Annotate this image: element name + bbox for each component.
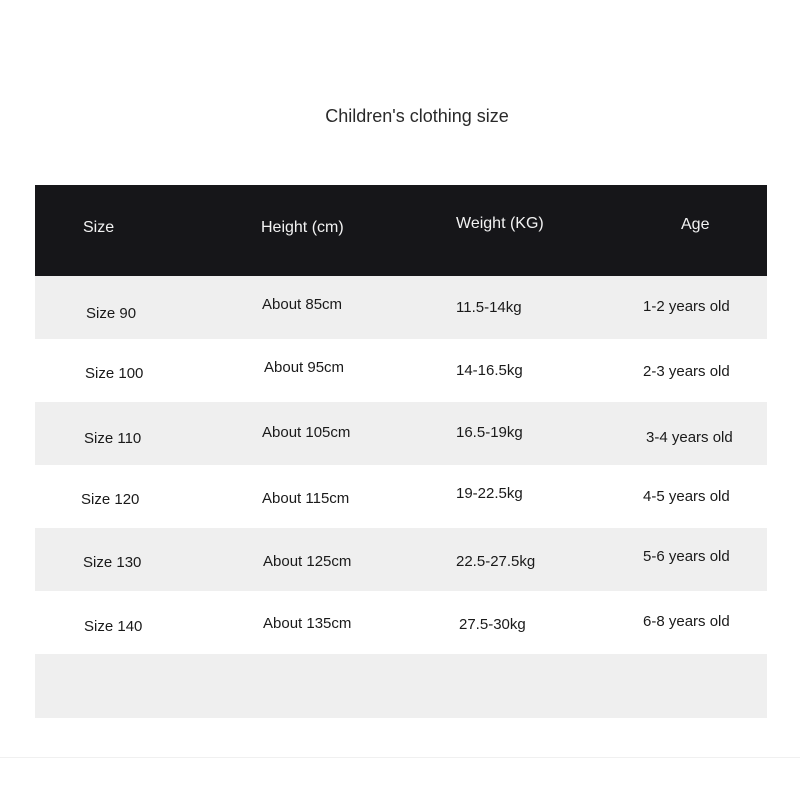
- cell-age: 6-8 years old: [643, 613, 730, 630]
- cell-height: About 135cm: [263, 615, 352, 632]
- table-row: [35, 402, 767, 465]
- cell-weight: 22.5-27.5kg: [456, 553, 536, 570]
- cell-height: About 95cm: [264, 359, 345, 376]
- header-weight: Weight (KG): [456, 215, 544, 232]
- size-chart-table: [35, 185, 767, 718]
- cell-weight: 27.5-30kg: [459, 616, 526, 633]
- table-row-empty: [35, 654, 767, 718]
- cell-weight: 19-22.5kg: [456, 485, 523, 502]
- table-row: [35, 339, 767, 402]
- cell-age: 4-5 years old: [643, 488, 730, 505]
- table-header: [35, 185, 767, 276]
- cell-size: Size 140: [84, 618, 143, 635]
- cell-age: 2-3 years old: [643, 363, 730, 380]
- cell-size: Size 120: [81, 491, 140, 508]
- cell-size: Size 130: [83, 554, 142, 571]
- header-height: Height (cm): [261, 219, 344, 236]
- cell-weight: 11.5-14kg: [456, 299, 522, 316]
- header-size: Size: [83, 219, 115, 236]
- cell-age: 1-2 years old: [643, 298, 730, 315]
- cell-age: 5-6 years old: [643, 548, 730, 565]
- cell-height: About 125cm: [263, 553, 352, 570]
- table-row: [35, 465, 767, 528]
- cell-size: Size 110: [84, 430, 142, 447]
- table-row: [35, 591, 767, 654]
- cell-height: About 115cm: [262, 490, 350, 507]
- cell-size: Size 90: [86, 305, 137, 322]
- table-row: [35, 528, 767, 591]
- divider: [0, 757, 800, 758]
- cell-weight: 16.5-19kg: [456, 424, 523, 441]
- cell-age: 3-4 years old: [646, 429, 733, 446]
- page-title: Children's clothing size: [325, 106, 509, 126]
- table-row: [35, 276, 767, 339]
- cell-weight: 14-16.5kg: [456, 362, 523, 379]
- header-age: Age: [681, 216, 710, 233]
- cell-height: About 105cm: [262, 424, 351, 441]
- cell-height: About 85cm: [262, 296, 343, 313]
- cell-size: Size 100: [85, 365, 144, 382]
